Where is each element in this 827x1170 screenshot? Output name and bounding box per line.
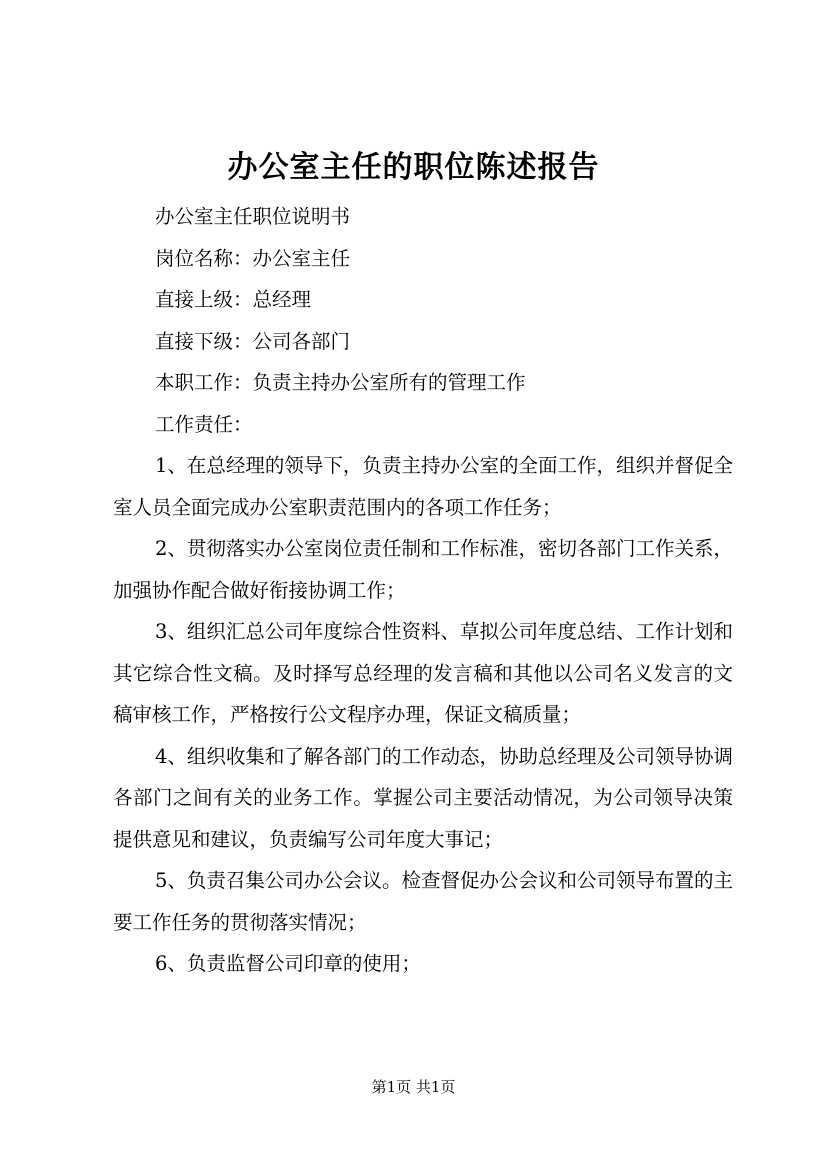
document-paragraph: 6、负责监督公司印章的使用；	[155, 952, 421, 975]
document-line: 办公室主任职位说明书	[155, 205, 351, 228]
document-line: 本职工作：负责主持办公室所有的管理工作	[155, 371, 526, 394]
document-paragraph: 3、组织汇总公司年度综合性资料、草拟公司年度总结、工作计划和其它综合性文稿。及时择写总经理的发言稿和其他以公司名义发言的文稿审核工作，严格按行公文程序办理，保证文稿质量；	[113, 620, 733, 726]
document-paragraph: 2、贯彻落实办公室岗位责任制和工作标准，密切各部门工作关系，加强协作配合做好衔接协调工作；	[113, 537, 733, 602]
document-line: 岗位名称：办公室主任	[155, 246, 351, 270]
document-line: 直接上级：总经理	[155, 288, 312, 311]
page-footer: 第1页 共1页	[371, 1078, 456, 1096]
document-paragraph: 4、组织收集和了解各部门的工作动态，协助总经理及公司领导协调各部门之间有关的业务工作。掌握公司主要活动情况，为公司领导决策提供意见和建议，负责编写公司年度大事记；	[113, 744, 733, 851]
document-body	[113, 196, 733, 985]
document-paragraph: 5、负责召集公司办公会议。检查督促办公会议和公司领导布置的主要工作任务的贯彻落实情况；	[113, 869, 733, 934]
document-line: 直接下级：公司各部门	[155, 329, 351, 353]
document-paragraph: 1、在总经理的领导下，负责主持办公室的全面工作，组织并督促全室人员全面完成办公室职责范围内的各项工作任务；	[113, 454, 733, 519]
page-title: 办公室主任的职位陈述报告	[227, 150, 600, 185]
document-line: 工作责任：	[155, 412, 253, 436]
